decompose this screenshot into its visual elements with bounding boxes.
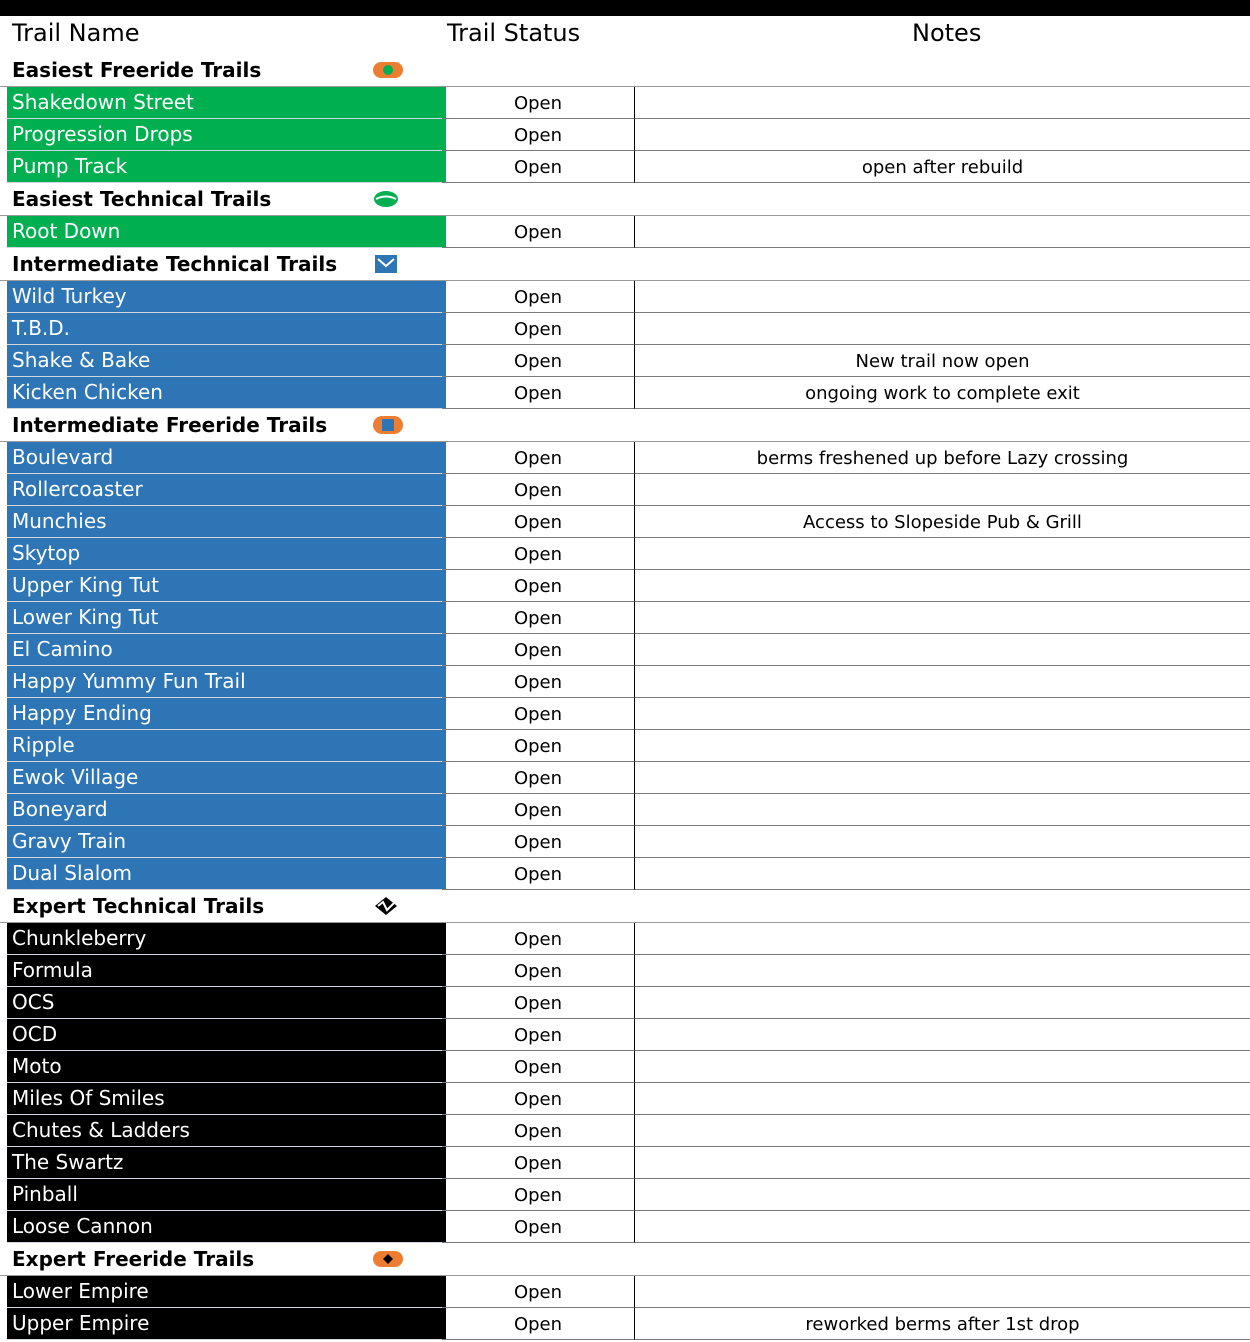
table-row	[0, 1308, 1250, 1340]
table-row	[0, 570, 1250, 602]
table-row	[0, 858, 1250, 890]
trail-name-cell: Progression Drops	[7, 119, 446, 151]
trail-status-cell: Open	[442, 119, 635, 151]
trail-name-cell: Pinball	[7, 1179, 446, 1211]
table-row	[0, 1051, 1250, 1083]
trail-status-cell: Open	[442, 602, 635, 634]
trail-notes-cell	[635, 666, 1250, 698]
orange-blue-square-icon	[373, 416, 403, 434]
trail-status-cell: Open	[442, 634, 635, 666]
table-row	[0, 474, 1250, 506]
header-notes: Notes	[912, 19, 982, 47]
trail-notes-cell	[635, 1019, 1250, 1051]
trail-status-cell: Open	[442, 762, 635, 794]
section-header	[0, 183, 1250, 216]
trail-table	[0, 54, 1250, 1340]
trail-notes-cell	[635, 987, 1250, 1019]
trail-notes-cell	[635, 826, 1250, 858]
trail-status-cell: Open	[442, 87, 635, 119]
trail-notes-cell	[635, 1211, 1250, 1243]
table-row	[0, 87, 1250, 119]
trail-name-cell: Happy Ending	[7, 698, 446, 730]
table-row	[0, 1147, 1250, 1179]
table-row	[0, 1179, 1250, 1211]
table-row	[0, 119, 1250, 151]
orange-green-circle-icon	[373, 61, 403, 79]
table-row	[0, 634, 1250, 666]
trail-status-cell: Open	[442, 1083, 635, 1115]
trail-name-cell: Ewok Village	[7, 762, 446, 794]
trail-name-cell: Happy Yummy Fun Trail	[7, 666, 446, 698]
table-row	[0, 313, 1250, 345]
trail-status-cell: Open	[442, 1308, 635, 1340]
trail-status-cell: Open	[442, 1147, 635, 1179]
trail-notes-cell	[635, 216, 1250, 248]
table-row	[0, 826, 1250, 858]
trail-status-cell: Open	[442, 377, 635, 409]
table-header	[0, 16, 1250, 52]
trail-name-cell: El Camino	[7, 634, 446, 666]
trail-name-cell: Formula	[7, 955, 446, 987]
table-row	[0, 955, 1250, 987]
trail-status-cell: Open	[442, 987, 635, 1019]
trail-notes-cell: berms freshened up before Lazy crossing	[635, 442, 1250, 474]
trail-name-cell: Rollercoaster	[7, 474, 446, 506]
table-row	[0, 1115, 1250, 1147]
trail-status-cell: Open	[442, 955, 635, 987]
trail-notes-cell	[635, 538, 1250, 570]
trail-name-cell: Chunkleberry	[7, 923, 446, 955]
trail-notes-cell	[635, 313, 1250, 345]
trail-status-cell: Open	[442, 826, 635, 858]
trail-name-cell: T.B.D.	[7, 313, 446, 345]
trail-notes-cell	[635, 602, 1250, 634]
trail-notes-cell: ongoing work to complete exit	[635, 377, 1250, 409]
trail-status-cell: Open	[442, 506, 635, 538]
table-row	[0, 216, 1250, 248]
trail-notes-cell: Access to Slopeside Pub & Grill	[635, 506, 1250, 538]
trail-name-cell: Wild Turkey	[7, 281, 446, 313]
trail-status-cell: Open	[442, 313, 635, 345]
table-row	[0, 602, 1250, 634]
section-header	[0, 890, 1250, 923]
trail-name-cell: Lower Empire	[7, 1276, 446, 1308]
trail-name-cell: Kicken Chicken	[7, 377, 446, 409]
trail-name-cell: OCD	[7, 1019, 446, 1051]
table-row	[0, 923, 1250, 955]
trail-notes-cell	[635, 858, 1250, 890]
table-row	[0, 281, 1250, 313]
trail-name-cell: Chutes & Ladders	[7, 1115, 446, 1147]
trail-status-cell: Open	[442, 698, 635, 730]
trail-name-cell: OCS	[7, 987, 446, 1019]
table-row	[0, 506, 1250, 538]
trail-name-cell: Root Down	[7, 216, 446, 248]
green-circle-icon	[373, 190, 403, 208]
trail-name-cell: Shake & Bake	[7, 345, 446, 377]
trail-name-cell: Shakedown Street	[7, 87, 446, 119]
trail-notes-cell: reworked berms after 1st drop	[635, 1308, 1250, 1340]
table-row	[0, 377, 1250, 409]
trail-status-cell: Open	[442, 730, 635, 762]
section-title: Expert Technical Trails	[12, 894, 265, 918]
table-row	[0, 538, 1250, 570]
trail-status-cell: Open	[442, 1115, 635, 1147]
trail-notes-cell	[635, 794, 1250, 826]
trail-status-cell: Open	[442, 345, 635, 377]
trail-notes-cell	[635, 474, 1250, 506]
trail-name-cell: Upper King Tut	[7, 570, 446, 602]
trail-name-cell: The Swartz	[7, 1147, 446, 1179]
trail-status-cell: Open	[442, 794, 635, 826]
trail-status-cell: Open	[442, 858, 635, 890]
trail-notes-cell	[635, 1083, 1250, 1115]
trail-notes-cell	[635, 1115, 1250, 1147]
table-row	[0, 1276, 1250, 1308]
section-title: Easiest Freeride Trails	[12, 58, 262, 82]
section-header	[0, 54, 1250, 87]
trail-name-cell: Lower King Tut	[7, 602, 446, 634]
trail-name-cell: Boneyard	[7, 794, 446, 826]
trail-name-cell: Gravy Train	[7, 826, 446, 858]
trail-name-cell: Moto	[7, 1051, 446, 1083]
trail-status-cell: Open	[442, 442, 635, 474]
trail-notes-cell	[635, 281, 1250, 313]
table-row	[0, 794, 1250, 826]
trail-name-cell: Pump Track	[7, 151, 446, 183]
top-bar	[0, 0, 1250, 16]
section-header	[0, 409, 1250, 442]
trail-status-cell: Open	[442, 1276, 635, 1308]
trail-status-cell: Open	[442, 474, 635, 506]
trail-notes-cell	[635, 1276, 1250, 1308]
table-row	[0, 442, 1250, 474]
trail-status-cell: Open	[442, 538, 635, 570]
trail-name-cell: Dual Slalom	[7, 858, 446, 890]
orange-black-diamond-icon	[373, 1250, 403, 1268]
trail-name-cell: Boulevard	[7, 442, 446, 474]
trail-notes-cell: open after rebuild	[635, 151, 1250, 183]
trail-notes-cell: New trail now open	[635, 345, 1250, 377]
header-trail-name: Trail Name	[12, 19, 140, 47]
trail-status-cell: Open	[442, 1211, 635, 1243]
section-header	[0, 1243, 1250, 1276]
trail-status-cell: Open	[442, 1019, 635, 1051]
table-row	[0, 666, 1250, 698]
trail-notes-cell	[635, 1147, 1250, 1179]
trail-notes-cell	[635, 634, 1250, 666]
table-row	[0, 1019, 1250, 1051]
black-diamond-icon	[373, 897, 403, 915]
trail-status-cell: Open	[442, 666, 635, 698]
header-trail-status: Trail Status	[447, 19, 581, 47]
trail-status-cell: Open	[442, 570, 635, 602]
trail-status-cell: Open	[442, 1179, 635, 1211]
trail-notes-cell	[635, 955, 1250, 987]
section-title: Expert Freeride Trails	[12, 1247, 255, 1271]
trail-name-cell: Ripple	[7, 730, 446, 762]
section-title: Intermediate Technical Trails	[12, 252, 338, 276]
trail-notes-cell	[635, 119, 1250, 151]
table-row	[0, 1083, 1250, 1115]
table-row	[0, 345, 1250, 377]
trail-notes-cell	[635, 698, 1250, 730]
trail-status-cell: Open	[442, 923, 635, 955]
table-row	[0, 151, 1250, 183]
table-row	[0, 762, 1250, 794]
trail-notes-cell	[635, 762, 1250, 794]
trail-status-cell: Open	[442, 151, 635, 183]
trail-notes-cell	[635, 1179, 1250, 1211]
section-header	[0, 248, 1250, 281]
trail-notes-cell	[635, 87, 1250, 119]
blue-square-icon	[373, 255, 403, 273]
trail-name-cell: Loose Cannon	[7, 1211, 446, 1243]
trail-notes-cell	[635, 923, 1250, 955]
trail-name-cell: Skytop	[7, 538, 446, 570]
trail-notes-cell	[635, 1051, 1250, 1083]
trail-name-cell: Munchies	[7, 506, 446, 538]
trail-status-cell: Open	[442, 1051, 635, 1083]
trail-notes-cell	[635, 570, 1250, 602]
section-title: Intermediate Freeride Trails	[12, 413, 328, 437]
trail-name-cell: Miles Of Smiles	[7, 1083, 446, 1115]
table-row	[0, 698, 1250, 730]
section-title: Easiest Technical Trails	[12, 187, 272, 211]
table-row	[0, 1211, 1250, 1243]
table-row	[0, 987, 1250, 1019]
trail-status-cell: Open	[442, 216, 635, 248]
table-row	[0, 730, 1250, 762]
trail-notes-cell	[635, 730, 1250, 762]
trail-name-cell: Upper Empire	[7, 1308, 446, 1340]
trail-status-cell: Open	[442, 281, 635, 313]
